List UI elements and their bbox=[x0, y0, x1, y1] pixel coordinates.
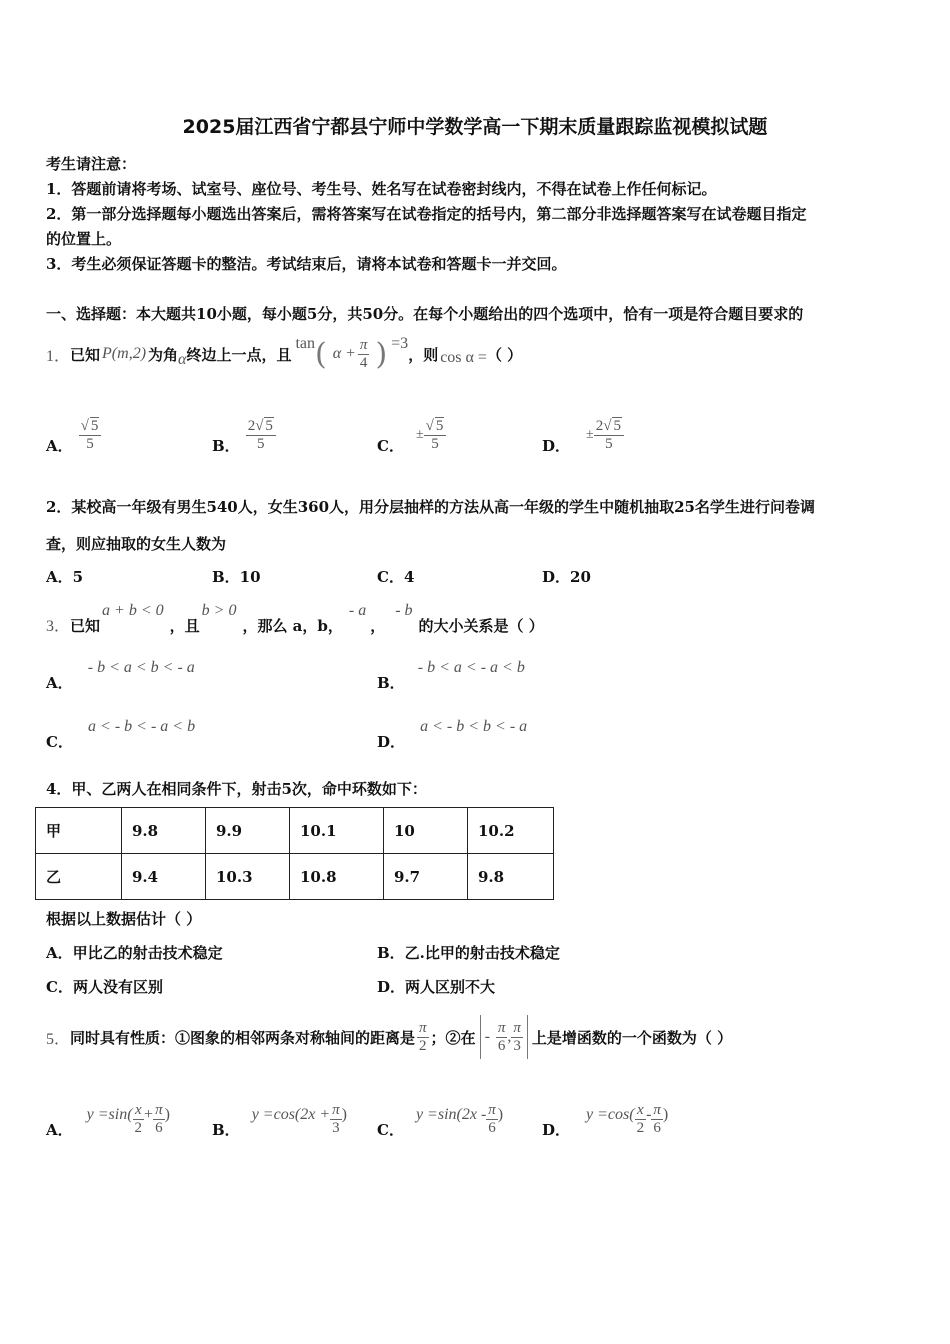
question-5-stem bbox=[46, 1012, 732, 1062]
notice-item-2: 2．第一部分选择题每小题选出答案后，需将答案写在试卷指定的括号内，第二部分非选择题答案写在试卷题目指定 bbox=[46, 205, 807, 223]
q5-option-b bbox=[212, 1094, 347, 1144]
q5-minus: - bbox=[484, 1028, 490, 1045]
q1-text-4: ，则 bbox=[408, 345, 439, 364]
q1-option-c bbox=[377, 410, 446, 460]
q5-option-d-label: D． bbox=[542, 1120, 571, 1139]
q5-option-c-frac bbox=[486, 1102, 498, 1137]
table-cell: 9.8 bbox=[122, 808, 206, 854]
page-title: 2025届江西省宁都县宁师中学数学高一下期末质量跟踪监视模拟试题 bbox=[182, 116, 768, 138]
q3-option-b-label: B． bbox=[377, 674, 405, 692]
q5-option-d-n2: π bbox=[653, 1101, 661, 1118]
q4-option-a: A．甲比乙的射击技术稳定 bbox=[46, 944, 223, 962]
notice-item-3: 3．考生必须保证答题卡的整洁。考试结束后，请将本试卷和答题卡一并交回。 bbox=[46, 255, 567, 273]
table-cell: 9.9 bbox=[206, 808, 290, 854]
notice-item-1: 1．答题前请将考场、试室号、座位号、考生号、姓名写在试卷密封线内，不得在试卷上作任何标记。 bbox=[46, 180, 717, 198]
q1-tan: tan bbox=[295, 335, 315, 352]
q1-point: P(m,2) bbox=[102, 345, 147, 362]
q1-option-d-frac bbox=[594, 417, 624, 453]
table-cell: 乙 bbox=[36, 854, 122, 900]
q1-option-d-rad: 5 bbox=[613, 418, 621, 434]
q2-option-c: C．4 bbox=[377, 568, 415, 586]
q4-option-b: B．乙.比甲的射击技术稳定 bbox=[377, 944, 560, 962]
q1-option-b-den: 5 bbox=[257, 436, 265, 452]
q5-option-d-d2: 6 bbox=[653, 1119, 661, 1136]
q4-option-c: C．两人没有区别 bbox=[46, 978, 163, 996]
q3-option-a-expr: - b < a < b < - a bbox=[87, 659, 195, 676]
q1-option-c-pm: ± bbox=[415, 427, 424, 442]
q1-text-3: 终边上一点，且 bbox=[186, 345, 292, 364]
q3-text-1: 已知 bbox=[70, 617, 101, 635]
q3-option-c-expr: a < - b < - a < b bbox=[88, 718, 196, 735]
q3-cond-2: b > 0 bbox=[201, 602, 237, 619]
table-cell: 10.3 bbox=[206, 854, 290, 900]
table-row bbox=[36, 808, 554, 854]
q5-option-d-op: - bbox=[646, 1106, 652, 1123]
q5-comma: , bbox=[507, 1028, 512, 1045]
q3-neg-a: - a bbox=[348, 602, 367, 619]
q2-option-a: A．5 bbox=[46, 568, 84, 586]
q1-pi: π bbox=[359, 336, 368, 353]
q1-text-1: 已知 bbox=[70, 345, 101, 364]
table-row bbox=[36, 854, 554, 900]
q5-six: 6 bbox=[497, 1037, 506, 1054]
notice-item-2-cont: 的位置上。 bbox=[46, 230, 122, 248]
q5-option-b-n2: π bbox=[332, 1101, 340, 1118]
q5-option-d-frac-1 bbox=[635, 1102, 647, 1137]
notice-heading: 考生请注意： bbox=[46, 155, 137, 173]
q5-two: 2 bbox=[419, 1037, 427, 1054]
q3-option-d bbox=[377, 715, 528, 751]
q5-text-1: 同时具有性质：①图象的相邻两条对称轴间的距离是 bbox=[70, 1028, 416, 1047]
q3-text-5: 的大小关系是（ ） bbox=[418, 617, 544, 635]
table-cell: 9.7 bbox=[384, 854, 468, 900]
q5-option-a-frac-2 bbox=[153, 1102, 165, 1137]
q1-option-d-den: 5 bbox=[605, 436, 613, 452]
score-table bbox=[35, 807, 554, 900]
q5-option-d-frac-2 bbox=[651, 1102, 663, 1137]
q1-paren-close: ) bbox=[375, 336, 388, 372]
q5-option-d bbox=[542, 1094, 668, 1144]
q1-option-d-coef: 2 bbox=[595, 418, 604, 434]
q5-interval-pi-1: π bbox=[497, 1019, 506, 1036]
q5-option-b-d2: 3 bbox=[332, 1119, 340, 1136]
question-2-line-1: 2．某校高一年级有男生540人，女生360人，用分层抽样的方法从高一年级的学生中随机抽取25名学生进行问卷调 bbox=[46, 498, 815, 516]
q5-pi-over-3 bbox=[511, 1020, 523, 1055]
q1-option-b-frac bbox=[246, 417, 276, 453]
q3-text-3: ，那么 a，b， bbox=[242, 617, 343, 635]
q3-option-c bbox=[46, 715, 196, 751]
section-heading: 一、选择题：本大题共10小题，每小题5分，共50分。在每个小题给出的四个选项中，恰有一项是符合题目要求的 bbox=[46, 305, 804, 323]
q5-option-b-post: ) bbox=[341, 1106, 347, 1123]
question-1-stem bbox=[46, 332, 522, 376]
table-cell: 10.8 bbox=[290, 854, 384, 900]
q5-option-a bbox=[46, 1094, 170, 1144]
q1-option-b-num: 2√ 5 bbox=[246, 417, 276, 436]
q1-equals-3: =3 bbox=[391, 335, 409, 352]
q1-option-c-rad: 5 bbox=[435, 418, 444, 434]
q1-text-2: 为角 bbox=[148, 345, 179, 364]
q1-option-c-frac bbox=[424, 417, 447, 453]
q5-pi-over-2 bbox=[417, 1020, 429, 1055]
q5-text-3: 上是增函数的一个函数为（ ） bbox=[531, 1028, 733, 1047]
q1-option-a bbox=[46, 410, 101, 460]
q5-option-c-label: C． bbox=[377, 1120, 404, 1139]
q3-option-b-expr: - b < a < - a < b bbox=[417, 659, 525, 676]
q1-alpha-plus: α + bbox=[332, 345, 356, 362]
q1-option-b-coef: 2 bbox=[247, 418, 256, 434]
q5-three: 3 bbox=[513, 1037, 521, 1054]
q5-pi-over-6 bbox=[496, 1020, 508, 1055]
q3-option-a-label: A． bbox=[46, 674, 73, 692]
q3-option-a bbox=[46, 656, 195, 692]
q4-option-d: D．两人区别不大 bbox=[377, 978, 496, 996]
q1-alpha: α bbox=[178, 351, 187, 368]
q1-option-a-den: 5 bbox=[86, 436, 94, 452]
q3-text-4: ， bbox=[370, 617, 386, 635]
q1-option-a-frac bbox=[79, 417, 102, 453]
q1-option-c-den: 5 bbox=[431, 436, 439, 452]
q3-number: 3． bbox=[46, 618, 71, 635]
q2-option-b: B．10 bbox=[212, 568, 261, 586]
question-2-line-2: 查，则应抽取的女生人数为 bbox=[46, 535, 227, 553]
q1-option-b-label: B． bbox=[212, 436, 240, 455]
q3-text-2: ，且 bbox=[169, 617, 200, 635]
q5-option-a-n1: x bbox=[134, 1101, 142, 1118]
question-4-stem: 4．甲、乙两人在相同条件下，射击5次，命中环数如下： bbox=[46, 780, 427, 798]
q5-option-c-pre: y =sin(2x - bbox=[415, 1106, 487, 1123]
q5-option-d-d1: 2 bbox=[636, 1119, 645, 1136]
q5-text-2: ；②在 bbox=[430, 1028, 476, 1047]
q5-option-a-d1: 2 bbox=[134, 1119, 143, 1136]
table-cell: 甲 bbox=[36, 808, 122, 854]
q1-option-a-rad: 5 bbox=[90, 418, 99, 434]
q5-option-d-pre: y =cos( bbox=[586, 1106, 635, 1123]
q1-option-b bbox=[212, 410, 276, 460]
q3-option-b bbox=[377, 656, 525, 692]
table-cell: 10 bbox=[384, 808, 468, 854]
q5-option-c-n2: π bbox=[488, 1101, 496, 1118]
q5-option-a-label: A． bbox=[46, 1120, 73, 1139]
q5-option-c bbox=[377, 1094, 503, 1144]
q1-option-d-pm: ± bbox=[586, 427, 594, 442]
q5-option-a-post: ) bbox=[164, 1106, 170, 1123]
q5-option-a-op: + bbox=[144, 1106, 154, 1123]
q3-option-d-expr: a < - b < b < - a bbox=[420, 718, 528, 735]
q5-option-d-n1: x bbox=[636, 1101, 644, 1118]
table-cell: 10.1 bbox=[290, 808, 384, 854]
q1-four: 4 bbox=[359, 354, 368, 371]
q1-option-d bbox=[542, 410, 624, 460]
table-cell: 10.2 bbox=[468, 808, 554, 854]
q1-number: 1． bbox=[46, 347, 71, 365]
q5-option-c-d2: 6 bbox=[488, 1119, 496, 1136]
q1-cos: cos α = bbox=[440, 349, 487, 366]
q5-option-d-post: ) bbox=[662, 1106, 669, 1123]
table-cell: 9.8 bbox=[468, 854, 554, 900]
q1-option-d-label: D． bbox=[542, 436, 571, 455]
q5-pi: π bbox=[419, 1019, 427, 1036]
q4-after-text: 根据以上数据估计（ ） bbox=[46, 910, 202, 928]
q3-option-c-label: C． bbox=[46, 733, 73, 751]
table-cell: 9.4 bbox=[122, 854, 206, 900]
q5-option-b-frac bbox=[330, 1102, 342, 1137]
q1-option-c-num: √ 5 bbox=[424, 417, 447, 436]
q5-interval bbox=[480, 1015, 528, 1059]
q1-option-d-num: 2√ 5 bbox=[594, 417, 624, 436]
q1-option-a-label: A． bbox=[46, 436, 73, 455]
q1-paren-open: ( bbox=[315, 336, 327, 372]
q5-option-a-n2: π bbox=[155, 1101, 163, 1118]
question-3-stem bbox=[46, 596, 544, 636]
q3-option-d-label: D． bbox=[377, 733, 406, 751]
q2-option-d: D．20 bbox=[542, 568, 591, 586]
q1-option-a-num: √ 5 bbox=[79, 417, 102, 436]
q5-option-b-pre: y =cos(2x + bbox=[251, 1106, 331, 1123]
q5-option-a-pre: y =sin( bbox=[86, 1106, 133, 1123]
q5-number: 5． bbox=[46, 1030, 71, 1048]
q3-neg-b: - b bbox=[395, 602, 413, 619]
q5-option-b-label: B． bbox=[212, 1120, 240, 1139]
q5-option-c-post: ) bbox=[497, 1106, 504, 1123]
q5-option-a-frac-1 bbox=[133, 1102, 145, 1137]
q1-text-5: （ ） bbox=[486, 345, 523, 364]
q1-option-b-rad: 5 bbox=[265, 418, 273, 434]
q5-interval-pi-2: π bbox=[513, 1019, 521, 1036]
q1-pi-over-4 bbox=[358, 337, 370, 372]
q5-option-a-d2: 6 bbox=[155, 1119, 163, 1136]
q1-option-c-label: C． bbox=[377, 436, 404, 455]
q3-cond-1: a + b < 0 bbox=[102, 602, 164, 619]
